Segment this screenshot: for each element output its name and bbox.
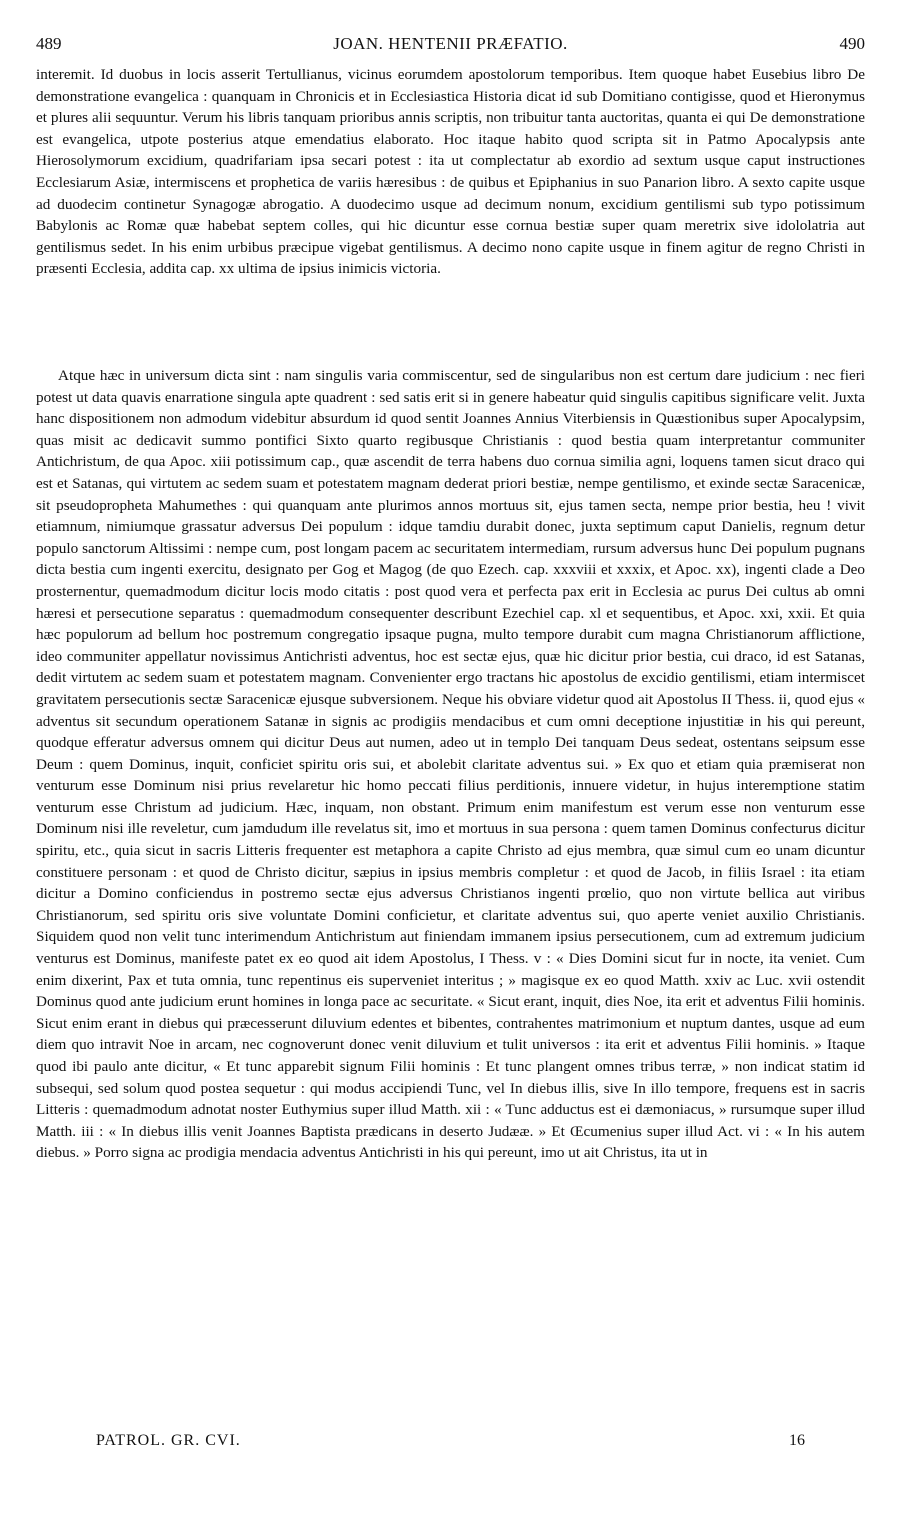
- series-label: PATROL. GR. CVI.: [96, 1432, 241, 1449]
- signature-number: 16: [789, 1432, 805, 1449]
- page-title: JOAN. HENTENII PRÆFATIO.: [333, 34, 568, 53]
- paragraph-2: Atque hæc in universum dicta sint : nam singulis varia commiscentur, sed de singularibus non est certum dare judicium : nec fieri potest ut data quavis enarratione singula apte quadrent : sed satis erit si in genere habeatur quid singulis capitibus significare velit. Juxta hanc dispositionem non admodum videbitur absurdum id quod sentit Joannes Annius Viterbiensis in Quæstionibus super Apocalypsim, quas misit ac dedicavit summo pontifici Sixto quarto regibusque Christianis : quod bestia quam interpretantur communiter Antichristum, de qua Apoc. xiii potissimum cap., quæ ascendit de terra habens duo cornua similia agni, loquens tamen sicut draco qui est et Satanas, qui virtutem ac sedem suam et potestatem magnam dederat priori bestiæ, nempe gentilismo, et exinde sectæ Saracenicæ, sit pseudopropheta Mahumethes : qui quanquam ante plurimos annos mortuus sit, ejus tamen secta, nempe prior bestia, heu ! vivit etiamnum, nimiumque grassatur adversus Dei populum : idque tamdiu durabit donec, juxta septimum caput Danielis, regnum detur populo sanctorum Altissimi : nempe cum, post longam pacem ac securitatem intermediam, rursum adversus hunc Dei populum pugnans dicta bestia cum ingenti exercitu, designato per Gog et Magog (de quo Ezech. cap. xxxviii et xxxix, et Apoc. xx), ingenti clade a Deo prosternentur, quemadmodum dicitur locis modo citatis : post quod vera et perfecta pax erit in Ecclesia ac purus Dei cultus ab omni hæresi et persecutione separatus : quemadmodum consequenter describunt Ezechiel cap. xl et sequentibus, et Apoc. xxi, xxii. Et quia hæc populorum ad bellum hoc postremum congregatio ipsaque pugna, multo tempore durabit cum magna Christianorum afflictione, ideo communiter appellatur novissimus Antichristi adventus, hoc est sectæ ejus, quæ hic dicitur prior bestia, cui draco, id est Satanas, dedit virtutem ac sedem suam et potestatem magnam. Convenienter ergo tractans hic apostolus de excidio gentilismi, etiam intermiscet gravitatem persecutionis sectæ Saracenicæ ejusque subversionem. Neque his obviare videtur quod ait Apostolus II Thess. ii, quod ejus « adventus sit secundum operationem Satanæ in signis ac prodigiis mendacibus et cum omni deceptione injustitiæ in his qui pereunt, quodque efferatur adversus omnem qui dicitur Deus aut numen, adeo ut in templo Dei tanquam Deus sedeat, ostentans seipsum esse Deum : quem Dominus, inquit, conficiet spiritu oris sui, et abolebit claritate adventus sui. » Ex quo et etiam quia præmiserat non venturum esse Dominum nisi prius revelaretur hic homo peccati filius perditionis, innuere videtur, in hujus interemptione statim venturum esse Christum ad judicium. Hæc, inquam, non obstant. Primum enim manifestum est verum esse non venturum esse Dominum nisi ille reveletur, cum jamdudum ille revelatus sit, imo et mortuus in sua persona : quem tamen Dominus confecturus dicitur spiritu, etc., quia sicut in sacris Litteris frequenter est metaphora a capite Christo ad ejus membra, quæ simul cum eo unam dicuntur constituere personam : et quod de Christo dicitur, sæpius in ipsius membris completur : et quod de Jacob, in filiis Israel : ita etiam dicitur a Domino conficiendus in postremo sectæ ejus adversus Christianos ingenti prœlio, quo non virtute bellica aut viribus Christianorum, sed spiritu oris sive voluntate Domini conficietur, et claritate adventus sui, quo aperte veniet auxilio Christianis. Siquidem quod non velit tunc interimendum Antichristum aut finiendam immanem ipsius persecutionem, cum ad extremum judicium venturus est Dominus, manifeste patet ex eo quod ait idem Apostolus, I Thess. v : « Dies Domini sicut fur in nocte, ita veniet. Cum enim dixerint, Pax et tuta omnia, tunc repentinus eis superveniet interitus ; » magisque ex eo quod Matth. xxiv ac Luc. xvii ostendit Dominus quod ante judicium erunt homines in longa pace ac securitate. « Sicut erant, inquit, dies Noe, ita erit et adventus Filii hominis. Sicut enim erant in diebus qui præcesserunt diluvium edentes et bibentes, contrahentes matrimonium et nuptum dantes, usque ad eum diem quo intravit Noe in arcam, nec cognoverunt donec venit diluvium et tulit universos : ita erit et adventus Filii hominis. » Itaque quod ibi paulo ante dicitur, « Et tunc apparebit signum Filii hominis : Et tunc plangent omnes tribus terræ, » non indicat statim id subsequi, sed solum quod postea sequetur : qui modus accipiendi Tunc, vel In diebus illis, sive In illo tempore, frequens est in sacris Litteris : quemadmodum adnotat noster Euthymius super illud Matth. xii : « Tunc adductus est ei dæmoniacus, » rursumque super illud Matth. iii : « In diebus illis venit Joannes Baptista prædicans in deserto Judææ. » Et Œcumenius super illud Act. vi : « In his autem diebus. » Porro signa ac prodigia mendacia adventus Antichristi in his qui pereunt, imo ut ait Christus, ita ut in: [36, 367, 865, 1162]
- right-column-number: 490: [839, 34, 865, 53]
- running-header: [36, 34, 865, 60]
- page-footer: [96, 1432, 805, 1458]
- left-column-number: 489: [36, 34, 62, 53]
- paragraph-1: interemit. Id duobus in locis asserit Tertullianus, vicinus eorumdem apostolorum temporibus. Item quoque habet Eusebius libro De demonstratione evangelica : quanquam in Chronicis et in Ecclesiastica Historia dicat id sub Domitiano contigisse, quod et Hieronymus et plures alii sequuntur. Verum his libris tanquam prioribus annis scriptis, non tribuitur tanta auctoritas, quanta ei qui De demonstratione est evangelica, utpote posterius atque emendatius elaborato. Hoc itaque habito quod scripta sit in Patmo Apocalypsis ante Hierosolymorum excidium, quadrifariam ipsa secari potest : ita ut complectatur ab exordio ad sextum usque caput instructiones Ecclesiarum Asiæ, intermiscens et prophetica de variis hæresibus : de quibus et Epiphanius in suo Panarion libro. A sexto capite usque ad duodecim continetur Synagogæ abrogatio. A duodecimo usque ad decimum nonum, excidium gentilismi sub typo potissimum Babylonis ac Romæ quæ habebat septem colles, qui hic dicuntur esse cornua bestiæ super quam meretrix sive idololatria aut gentilismus sedet. In his enim urbibus præcipue vigebat gentilismus. A decimo nono capite usque in finem agitur de regno Christi in præsenti Ecclesia, addita cap. xx ultima de ipsius inimicis victoria.: [36, 66, 865, 278]
